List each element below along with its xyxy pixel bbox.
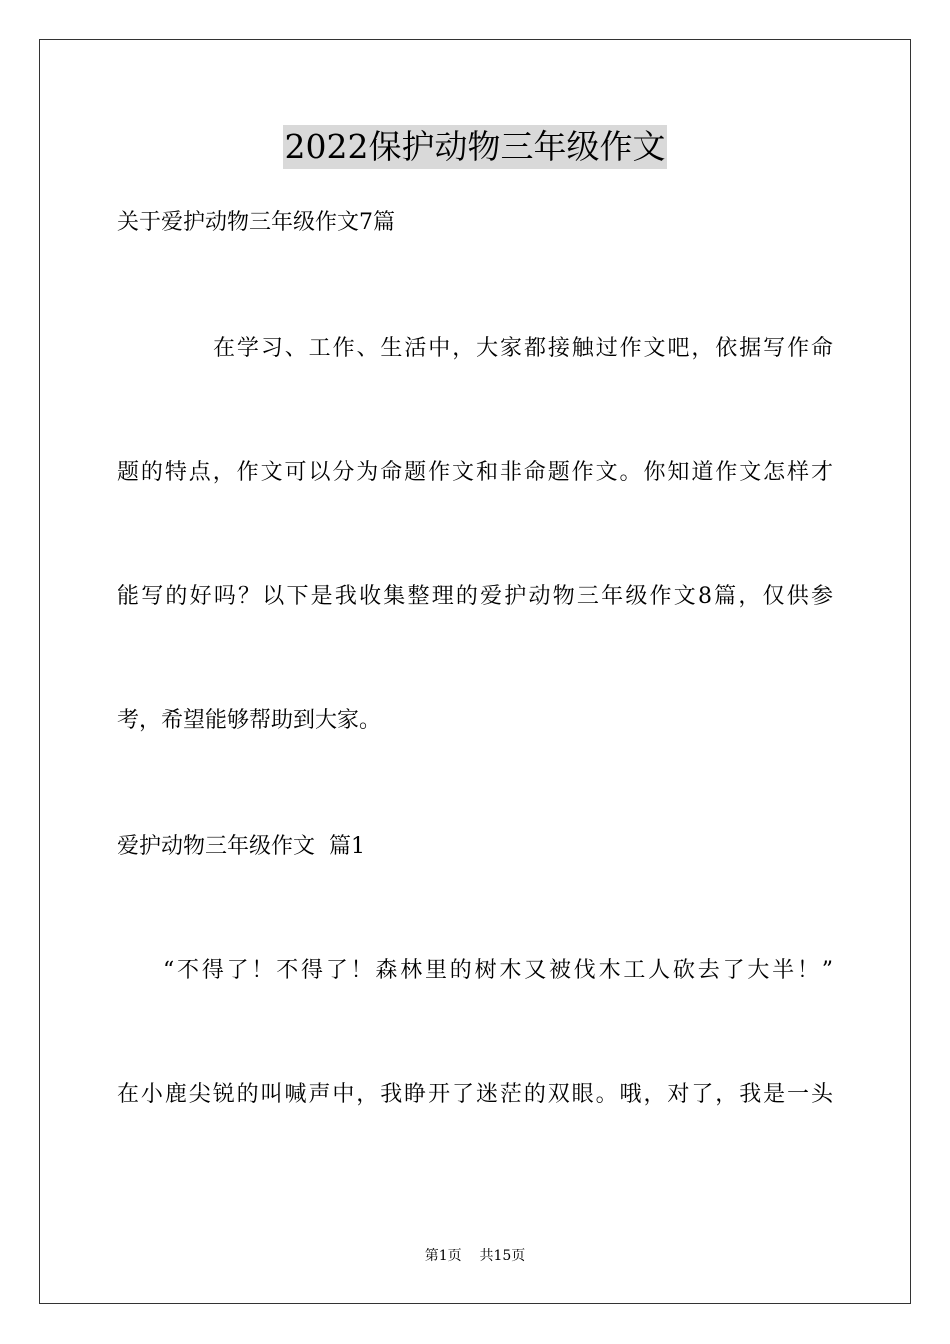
- intro-line-2: 题的特点，作文可以分为命题作文和非命题作文。你知道作文怎样才: [117, 460, 833, 485]
- document-title: 2022保护动物三年级作文: [283, 125, 668, 169]
- section-line-1: “不得了！不得了！森林里的树木又被伐木工人砍去了大半！”: [163, 958, 833, 983]
- title-container: [0, 125, 950, 169]
- document-subtitle: 关于爱护动物三年级作文7篇: [117, 210, 395, 235]
- section-line-2: 在小鹿尖锐的叫喊声中，我睁开了迷茫的双眼。哦，对了，我是一头: [117, 1082, 833, 1107]
- intro-line-3: 能写的好吗？以下是我收集整理的爱护动物三年级作文8篇，仅供参: [117, 584, 833, 609]
- intro-line-4: 考，希望能够帮助到大家。: [117, 708, 382, 733]
- intro-line-1: 在学习、工作、生活中，大家都接触过作文吧，依据写作命: [213, 336, 833, 361]
- section-heading: 爱护动物三年级作文 篇1: [117, 834, 365, 859]
- page-footer: 第1页 共15页: [424, 1248, 526, 1264]
